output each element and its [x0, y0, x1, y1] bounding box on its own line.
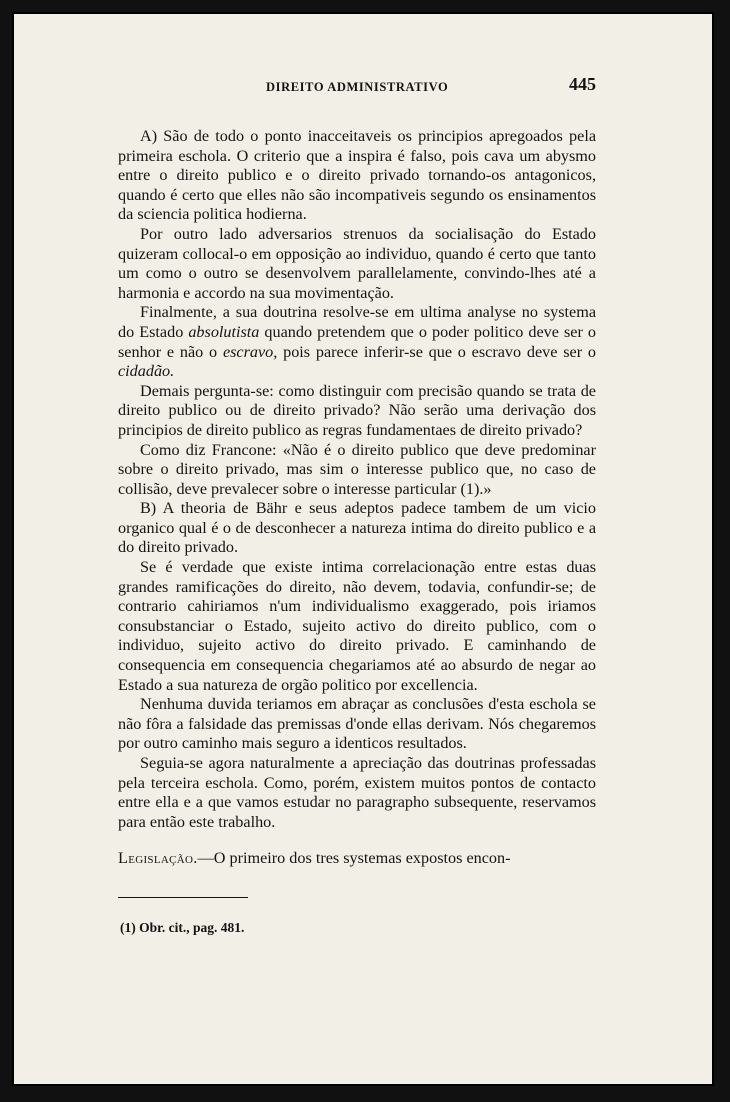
legislacao-paragraph: [118, 849, 596, 869]
paragraph-text: pois parece inferir-se que o escravo deve ser o: [277, 342, 596, 361]
running-head: [118, 74, 596, 104]
paragraph-text: quando pretendem que o poder politico deve ser o senhor e não o: [118, 322, 596, 361]
paragraph: B) A theoria de Bähr e seus adeptos padece tambem de um vicio organico qual é o de desconhecer a natureza intima do direito publico e a do direito privado.: [118, 499, 596, 557]
page-number: 445: [569, 74, 596, 94]
italic-term: cidadão.: [118, 362, 175, 381]
running-title: DIREITO ADMINISTRATIVO: [266, 80, 449, 94]
page-content: [118, 74, 596, 936]
book-page: [12, 12, 714, 1086]
paragraph: Por outro lado adversarios strenuos da socialisação do Estado quizeram collocal-o em opposição ao individuo, quando é certo que tanto um como o outro se desenvolvem parallelamente, convindo-lhes até a harmonia e accordo na sua movimentação.: [118, 224, 596, 302]
italic-term: escravo,: [222, 342, 278, 361]
paragraph: [118, 303, 596, 381]
paragraph: Seguia-se agora naturalmente a apreciação das doutrinas professadas pela terceira eschola. Como, porém, existem muitos pontos de contacto entre ella e a que vamos estudar no paragrapho subsequente, reservamos para então este trabalho.: [118, 754, 596, 831]
italic-term: absolutista: [188, 322, 260, 341]
body-text: [118, 127, 596, 832]
paragraph: A) São de todo o ponto inacceitaveis os principios apregoados pela primeira eschola. O criterio que a inspira é falso, pois cava um abysmo entre o direito publico e o direito privado tornando-os antagonicos, quando é certo que elles não são incompativeis segundo os ensinamentos da sciencia politica hodierna.: [118, 127, 596, 224]
paragraph: Demais pergunta-se: como distinguir com precisão quando se trata de direito publico ou de direito privado? Não serão uma derivação dos principios de direito publico as regras fundamentaes de direito privado?: [118, 381, 596, 439]
legislacao-heading: Legislação.: [118, 849, 198, 868]
legislacao-text: O primeiro dos tres systemas expostos encon-: [213, 849, 511, 868]
paragraph: Como diz Francone: «Não é o direito publico que deve predominar sobre o direito privado, mas sim o interesse publico que, no caso de collisão, deve prevalecer sobre o interesse particular (1).»: [118, 440, 596, 498]
em-dash: —: [197, 849, 214, 868]
paragraph-text: Finalmente, a sua doutrina resolve-se em ultima analyse no systema do Estado: [118, 303, 596, 341]
paragraph: Se é verdade que existe intima correlacionação entre estas duas grandes ramificações do direito, não devem, todavia, confundir-se; de contrario cahiriamos n'um individualismo exaggerado, pois iriamos consubstanciar o Estado, sujeito activo do direito publico, com o individuo, sujeito activo do direito privado. E caminhando de consequencia em consequencia chegariamos até ao absurdo de negar ao Estado a sua natureza de orgão politico por excellencia.: [118, 558, 596, 694]
footnote: (1) Obr. cit., pag. 481.: [120, 919, 245, 935]
paragraph: Nenhuma duvida teriamos em abraçar as conclusões d'esta eschola se não fôra a falsidade das premissas d'onde ellas derivam. Nós chegaremos por outro caminho mais seguro a identicos resultados.: [118, 695, 596, 753]
footnote-rule: [118, 897, 248, 898]
